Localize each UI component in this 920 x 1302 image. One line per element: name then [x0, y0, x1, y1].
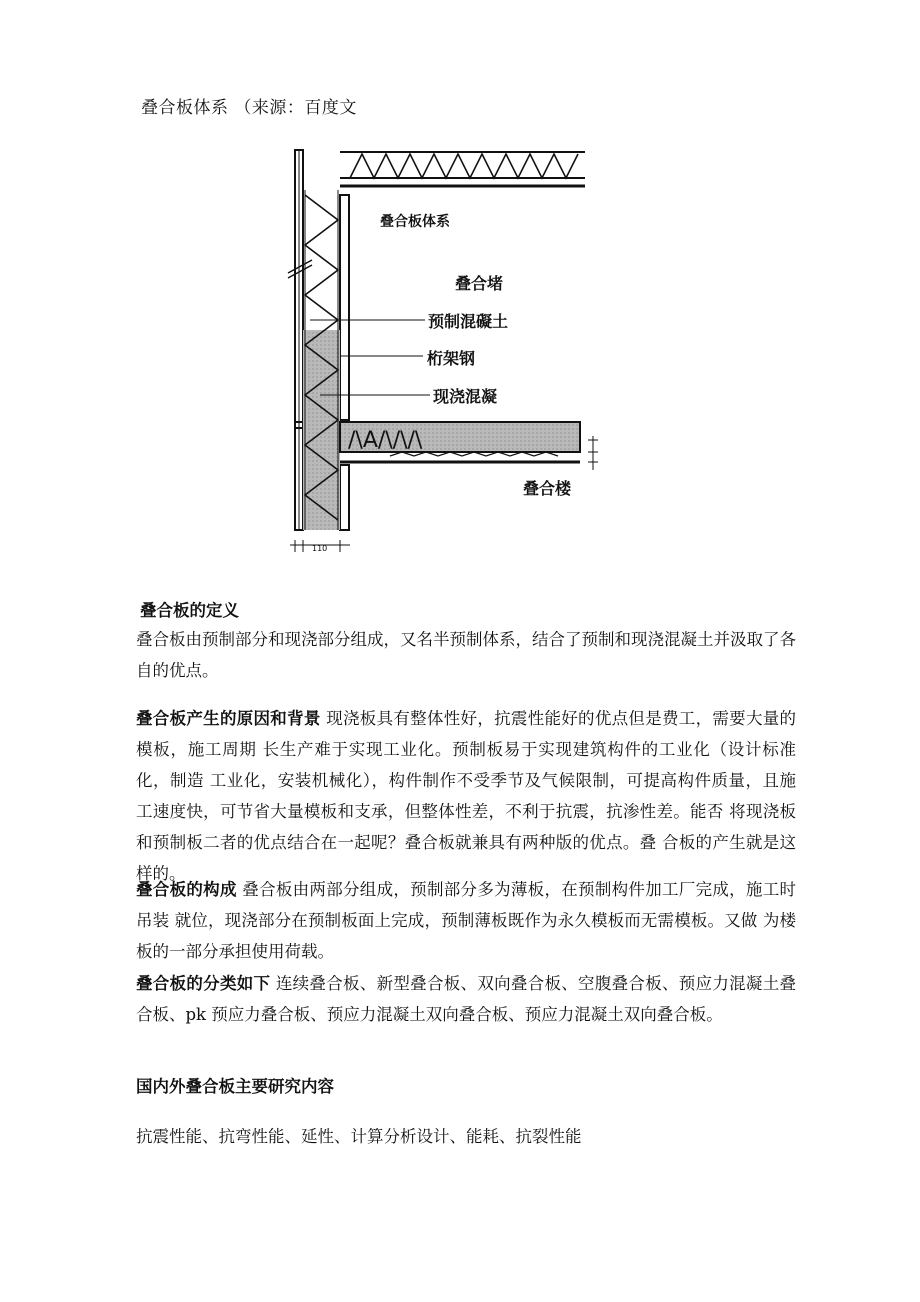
composition-section [136, 874, 796, 967]
cast-in-place-label: 现浇混凝 [433, 387, 498, 406]
dimension-label: 110 [312, 544, 328, 553]
figure-title-label: 叠合板体系 [380, 214, 450, 230]
classification-section [136, 968, 796, 1030]
wall-inner-panel-upper [340, 195, 349, 420]
definition-heading: 叠合板的定义 [140, 601, 239, 620]
composition-text: 叠合板由两部分组成，预制部分多为薄板，在预制构件加工厂完成，施工时吊装 就位，现浇部分在预制板面上完成，预制薄板既作为永久模板而无需模板。又做 为楼板的一部分承担使用荷载。 [136, 880, 797, 961]
wall-label: 叠合堵 [455, 274, 504, 293]
definition-text: 叠合板由预制部分和现浇部分组成，又名半预制体系，结合了预制和现浇混凝土并汲取了各自的优点。 [136, 630, 796, 680]
research-heading: 国内外叠合板主要研究内容 [136, 1077, 334, 1096]
background-heading: 叠合板产生的原因和背景 [136, 709, 321, 728]
composite-slab-diagram [280, 140, 600, 565]
background-section [136, 703, 796, 889]
slab-glyph: /\A/\/\/\ [348, 428, 423, 453]
classification-text: 连续叠合板、新型叠合板、双向叠合板、空腹叠合板、预应力混凝土叠合板、pk 预应力叠合板、预应力混凝土双向叠合板、预应力混凝土双向叠合板。 [136, 974, 797, 1024]
composite-floor-label: 叠合楼 [523, 479, 572, 498]
figure-caption: 叠合板体系 （来源：百度文 [141, 98, 357, 118]
classification-heading: 叠合板的分类如下 [136, 974, 271, 993]
truss-steel-label: 桁架钢 [427, 349, 476, 368]
background-text: 现浇板具有整体性好，抗震性能好的优点但是费工，需要大量的模板，施工周期 长生产难于实现工业化。预制板易于实现建筑构件的工业化（设计标准化，制造 工业化，安装机械化），构件制作不受季节及气候限制，可提高构件质量，且施 工速度快，可节省大量模板和支承，但整体性差，不利于抗震，抗渗性差。能否 将现浇板和预制板二者的优点结合在一起呢？叠合板就兼具有两种版的优点。叠 合板的产生就是这样的。 [136, 709, 797, 883]
research-text: 抗震性能、抗弯性能、延性、计算分析设计、能耗、抗裂性能 [136, 1127, 582, 1146]
upper-slab [340, 150, 585, 190]
cast-in-place-core [303, 330, 340, 530]
wall-inner-panel-lower [340, 465, 349, 530]
composition-heading: 叠合板的构成 [136, 880, 237, 899]
precast-concrete-label: 预制混礙土 [428, 312, 509, 331]
